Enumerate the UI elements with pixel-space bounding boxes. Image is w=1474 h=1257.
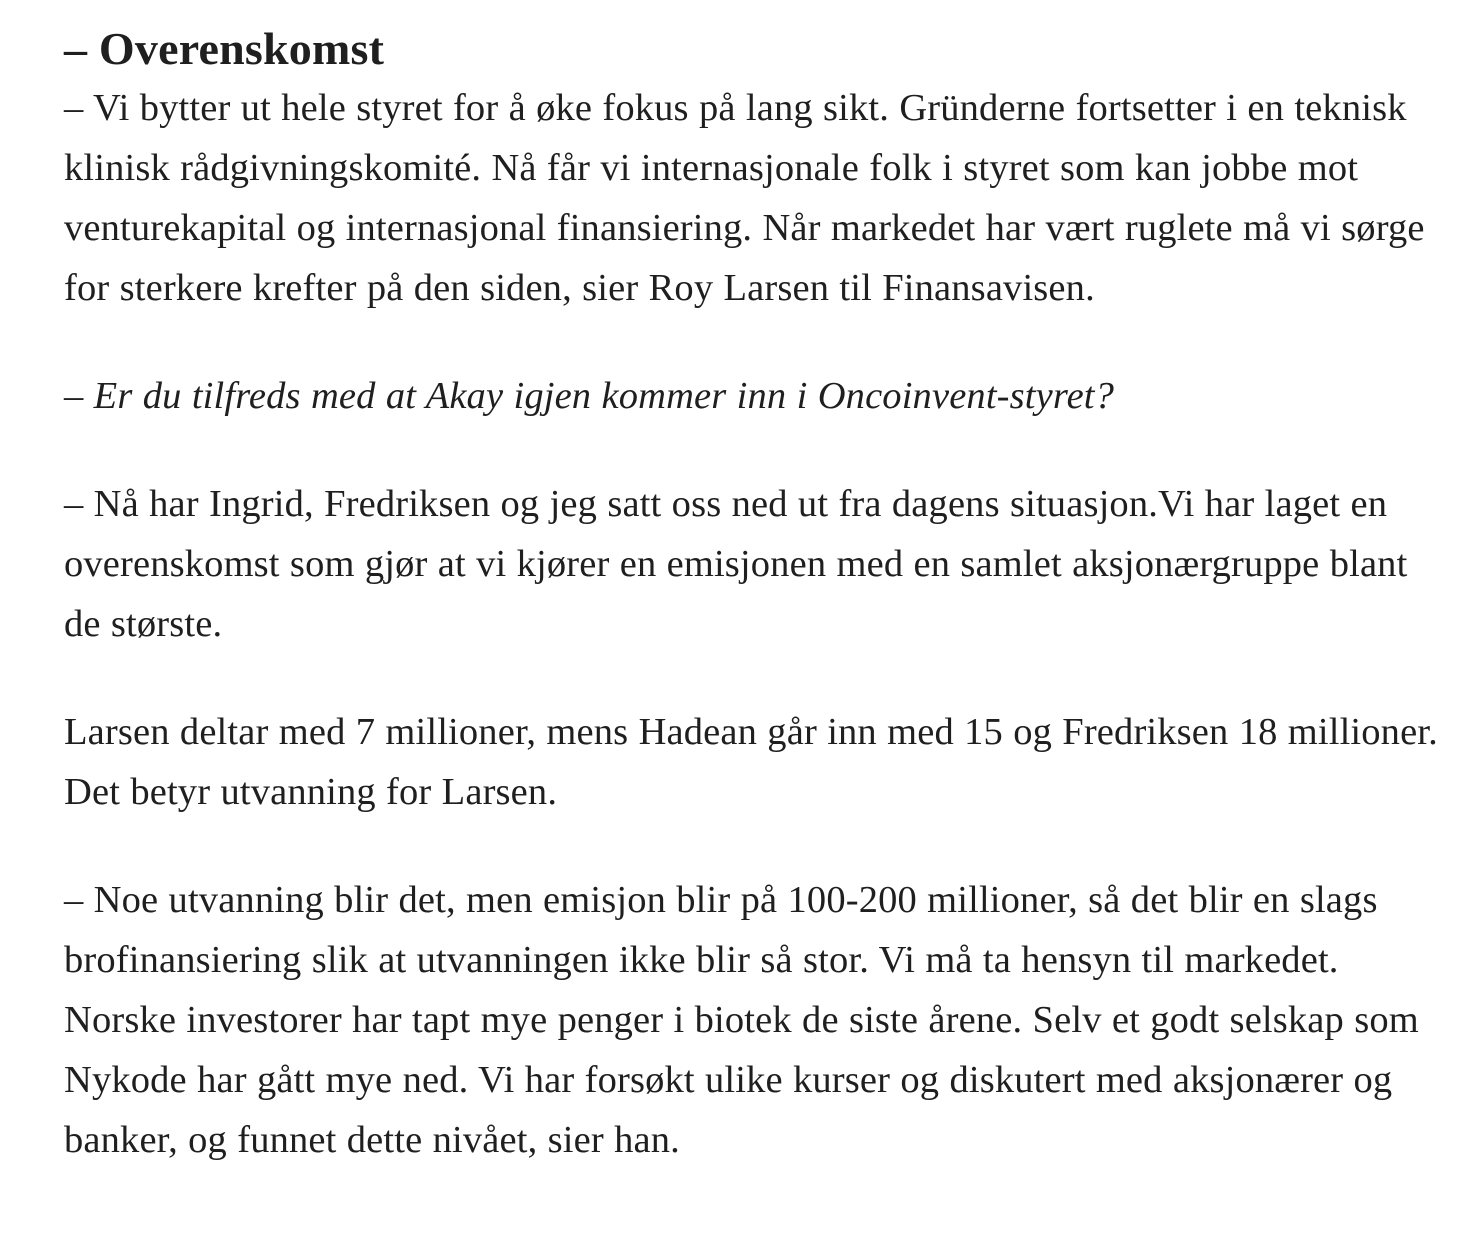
article-body — [64, 0, 1454, 1170]
answer-paragraph: – Nå har Ingrid, Fredriksen og jeg satt oss ned ut fra dagens situasjon.Vi har laget en overenskomst som gjør at vi kjører en emisjonen med en samlet aksjonærgruppe blant de største. — [64, 483, 1408, 645]
answer-paragraph: – Noe utvanning blir det, men emisjon blir på 100-200 millioner, så det blir en slags brofinansiering slik at utvanningen ikke blir så stor. Vi må ta hensyn til markedet. Norske investorer har tapt mye penger i biotek de siste årene. Selv et godt selskap som Nykode har gått mye ned. Vi har forsøkt ulike kurser og diskutert med aksjonærer og banker, og funnet dette nivået, sier han. — [64, 879, 1419, 1161]
quote-paragraph: – Vi bytter ut hele styret for å øke fokus på lang sikt. Gründerne fortsetter i en teknisk klinisk rådgivningskomité. Nå får vi internasjonale folk i styret som kan jobbe mot venturekapital og internasjonal finansiering. Når markedet har vært ruglete må vi sørge for sterkere krefter på den siden, sier Roy Larsen til Finansavisen. — [64, 87, 1425, 309]
section-heading: – Overenskomst — [64, 23, 385, 74]
body-paragraph: Larsen deltar med 7 millioner, mens Hadean går inn med 15 og Fredriksen 18 millioner. Det betyr utvanning for Larsen. — [64, 711, 1438, 813]
interview-question: – Er du tilfreds med at Akay igjen kommer inn i Oncoinvent-styret? — [64, 375, 1115, 417]
